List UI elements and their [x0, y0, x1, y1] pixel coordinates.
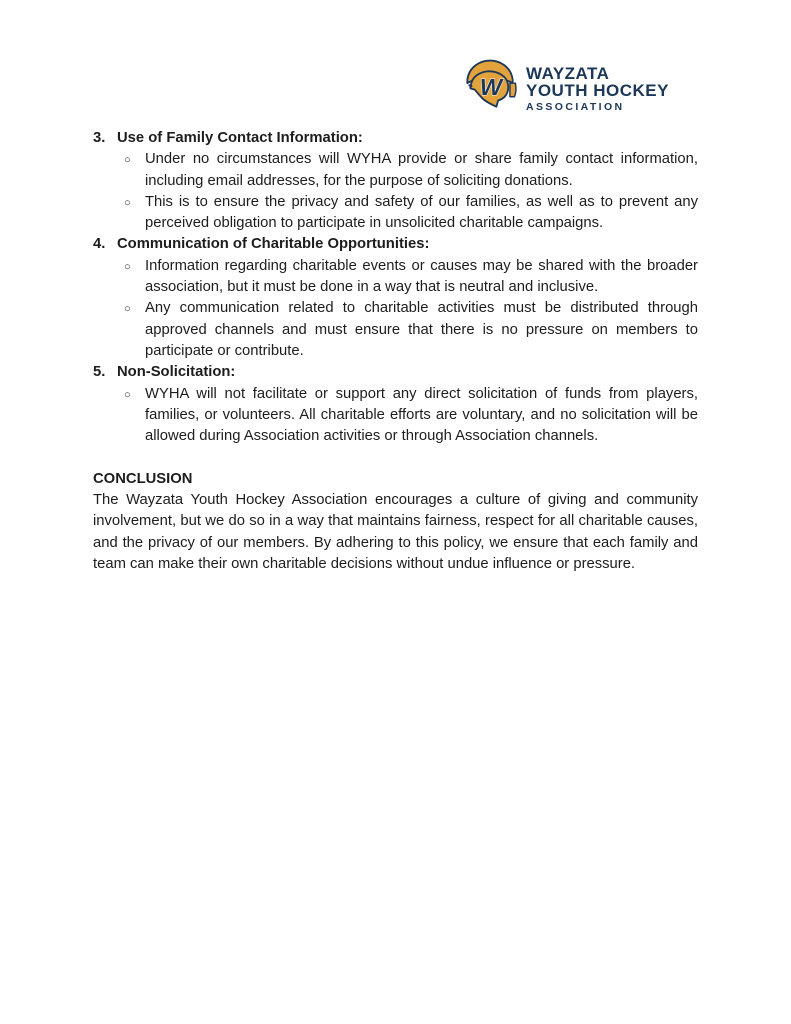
list-item: [93, 192, 698, 235]
list-item-5-heading: [93, 362, 698, 383]
list-item-3-heading: [93, 128, 698, 149]
list-item: [93, 298, 698, 362]
bullet-circle-icon: ○: [124, 260, 131, 273]
bullet-circle-icon: ○: [124, 303, 131, 316]
list-item-title: Use of Family Contact Information:: [117, 130, 363, 146]
bullet-text: Information regarding charitable events or causes may be shared with the broader association, but it must be done in a way that is neutral and inclusive.: [145, 257, 698, 296]
list-item-number: 5.: [93, 364, 106, 381]
list-item: [93, 149, 698, 192]
bullet-circle-icon: ○: [124, 154, 131, 167]
conclusion-section: [93, 469, 698, 575]
bullet-text: Any communication related to charitable activities must be distributed through approved channels and must ensure that there is no pressure on members to participate or contribute.: [145, 300, 698, 359]
conclusion-paragraph: The Wayzata Youth Hockey Association encourages a culture of giving and community involvement, but we do so in a way that maintains fairness, respect for all charitable causes, and the privacy of our members. By adhering to this policy, we ensure that each family and team can make their own charitable decisions without undue influence or pressure.: [93, 492, 698, 572]
bullet-text: Under no circumstances will WYHA provide or share family contact information, including email addresses, for the purpose of soliciting donations.: [145, 151, 698, 189]
logo-wordmark: [526, 65, 669, 114]
trojan-helmet-icon: [461, 56, 519, 114]
policy-content: [93, 128, 698, 575]
bullet-text: WYHA will not facilitate or support any direct solicitation of funds from players, families, or volunteers. All charitable efforts are voluntary, and no solicitation will be allowed during Association activities or through Association channels.: [145, 385, 698, 445]
bullet-circle-icon: ○: [124, 388, 131, 401]
logo-wordmark-line3: ASSOCIATION: [526, 101, 625, 113]
list-item-title: Communication of Charitable Opportunities:: [117, 236, 430, 253]
list-item-4-heading: [93, 234, 698, 255]
list-item-number: 3.: [93, 130, 106, 146]
bullet-text: This is to ensure the privacy and safety of our families, as well as to prevent any perceived obligation to participate in unsolicited charitable campaigns.: [145, 193, 698, 232]
logo-wordmark-line2: YOUTH HOCKEY: [526, 81, 669, 100]
list-item: [93, 256, 698, 299]
wyha-logo: [461, 56, 669, 114]
logo-w-monogram: W: [479, 73, 503, 100]
list-item-title: Non-Solicitation:: [117, 364, 236, 381]
bullet-circle-icon: ○: [124, 196, 131, 209]
list-item-number: 4.: [93, 236, 106, 253]
conclusion-heading: CONCLUSION: [93, 470, 193, 487]
logo-wordmark-line1: WAYZATA: [526, 64, 610, 83]
list-item: [93, 384, 698, 448]
